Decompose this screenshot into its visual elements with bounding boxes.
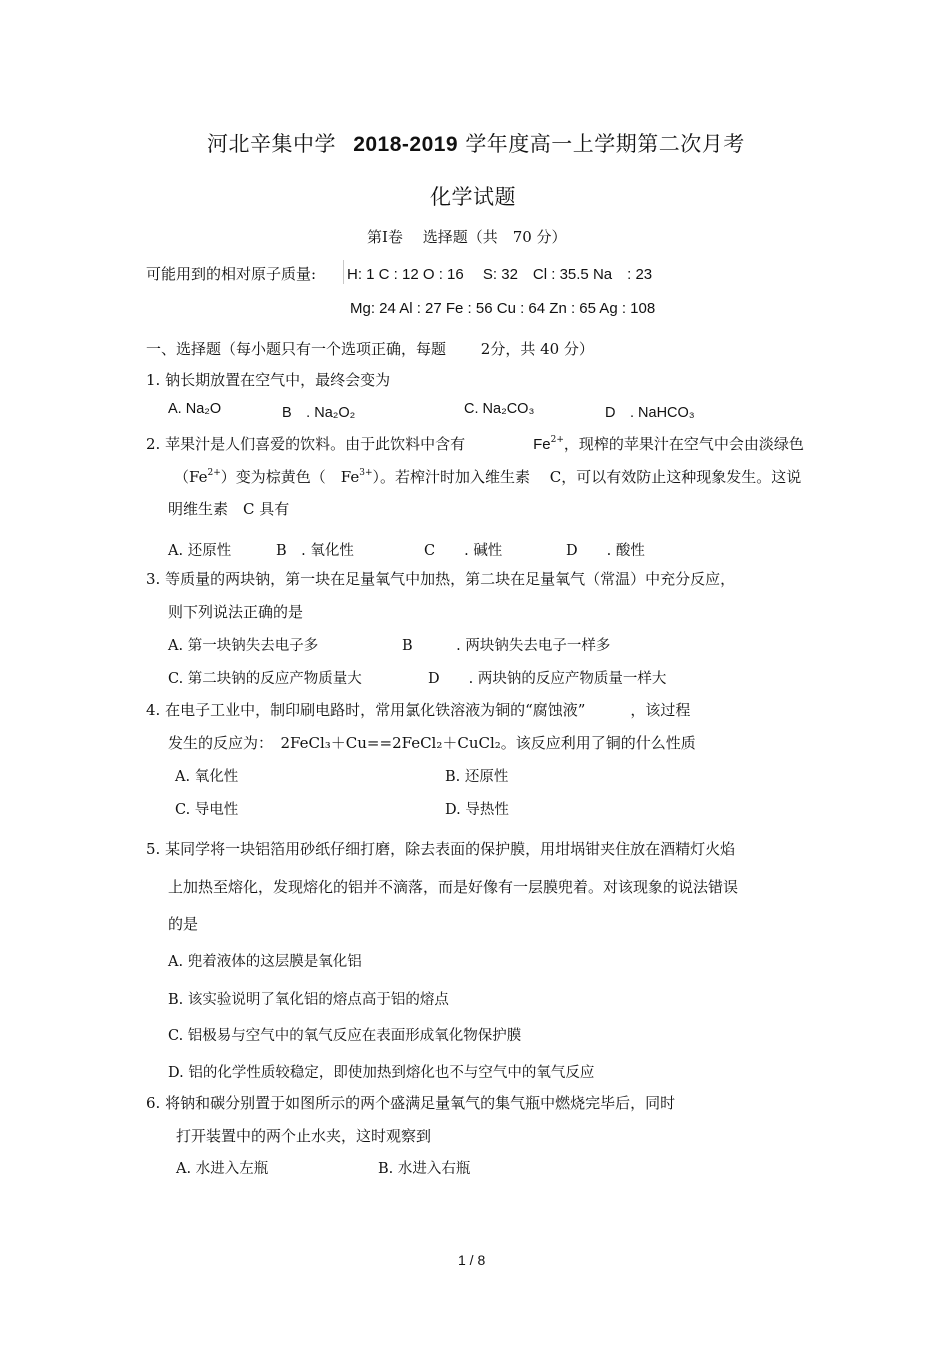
q5-line2: 上加热至熔化，发现熔化的铝并不滴落，而是好像有一层膜兜着。对该现象的说法错误 (168, 878, 739, 896)
q1-option-b: B . Na₂O₂ (282, 405, 356, 421)
q4-option-a: A. 氧化性 (175, 769, 239, 785)
q2-fe2-charge-2: 2+ (207, 468, 221, 478)
q2-option-b: B . 氧化性 (276, 543, 354, 559)
q2-line2-part3: ）。若榨汁时加入维生素 C，可以有效防止这种现象发生。这说 (372, 468, 802, 486)
atomic-mass-label: 可能用到的相对原子质量: (146, 265, 317, 283)
divider (343, 260, 344, 284)
q2-fe2-charge: 2+ (550, 435, 564, 445)
q1-stem: 1. 钠长期放置在空气中，最终会变为 (146, 371, 391, 389)
q2-option-d: D . 酸性 (566, 543, 645, 559)
q2-line1 (146, 433, 804, 454)
q5-line1: 5. 某同学将一块铝箔用砂纸仔细打磨，除去表面的保护膜，用坩埚钳夹住放在酒精灯火焰 (146, 840, 736, 858)
q1-option-a: A. Na₂O (168, 401, 222, 417)
q5-option-c: C. 铝极易与空气中的氧气反应在表面形成氧化物保护膜 (168, 1028, 522, 1044)
q3-line1: 3. 等质量的两块钠，第一块在足量氧气中加热，第二块在足量氧气（常温）中充分反应， (146, 570, 736, 588)
q5-line3: 的是 (168, 915, 199, 933)
school-name: 河北辛集中学 (207, 132, 336, 156)
q2-line2-part2: ）变为棕黄色（ Fe (220, 468, 360, 486)
q4-line2: 发生的反应为： 2FeCl₃＋Cu==2FeCl₂＋CuCl₂。该反应利用了铜的什么性质 (168, 734, 696, 752)
atomic-mass-line2: Mg: 24 Al : 27 Fe : 56 Cu : 64 Zn : 65 Ag : 108 (350, 300, 656, 317)
subject-title: 化学试题 (430, 185, 516, 209)
section-header: 第Ⅰ卷 选择题（共 70 分） (367, 228, 567, 246)
q4-line1: 4. 在电子工业中，制印刷电路时，常用氯化铁溶液为铜的“腐蚀液” ，该过程 (146, 701, 691, 719)
q6-line1: 6. 将钠和碳分别置于如图所示的两个盛满足量氧气的集气瓶中燃烧完毕后，同时 (146, 1094, 676, 1112)
q5-option-a: A. 兜着液体的这层膜是氧化铝 (168, 954, 362, 970)
q2-line1-part1: 2. 苹果汁是人们喜爱的饮料。由于此饮料中含有 (146, 435, 466, 453)
school-year: 2018-2019 (353, 133, 459, 156)
q3-option-c: C. 第二块钠的反应产物质量大 (168, 671, 362, 687)
q2-option-a: A. 还原性 (168, 543, 232, 559)
q5-option-b: B. 该实验说明了氧化铝的熔点高于铝的熔点 (168, 992, 449, 1008)
q6-line2: 打开装置中的两个止水夹，这时观察到 (176, 1127, 432, 1145)
q3-line2: 则下列说法正确的是 (168, 603, 304, 621)
part-title: 一、选择题（每小题只有一个选项正确，每题 2分，共 40 分） (146, 340, 594, 358)
q2-option-c: C . 碱性 (424, 543, 503, 559)
q3-option-a: A. 第一块钠失去电子多 (168, 638, 319, 654)
q6-option-b: B. 水进入右瓶 (378, 1161, 471, 1177)
title-rest: 学年度高一上学期第二次月考 (465, 132, 745, 156)
q2-line2-part1: （Fe (174, 468, 208, 486)
q2-line3: 明维生素 C 具有 (168, 500, 290, 518)
q2-fe3-charge: 3+ (359, 468, 373, 478)
q4-option-d: D. 导热性 (445, 802, 509, 818)
page-number: 1 / 8 (458, 1252, 486, 1268)
q4-option-b: B. 还原性 (445, 769, 509, 785)
q2-line2 (174, 466, 801, 487)
exam-title (207, 128, 745, 158)
q5-option-d: D. 铝的化学性质较稳定，即使加热到熔化也不与空气中的氧气反应 (168, 1065, 595, 1081)
q2-line1-part2: ，现榨的苹果汁在空气中会由淡绿色 (563, 435, 804, 453)
q1-option-c: C. Na₂CO₃ (464, 401, 535, 417)
q1-option-d: D . NaHCO₃ (605, 405, 695, 421)
q3-option-b: B . 两块钠失去电子一样多 (402, 638, 611, 654)
q4-option-c: C. 导电性 (175, 802, 239, 818)
q3-option-d: D . 两块钠的反应产物质量一样大 (428, 671, 667, 687)
q2-fe: Fe (533, 436, 551, 453)
atomic-mass-line1: H: 1 C : 12 O : 16 S: 32 Cl : 35.5 Na : 23 (347, 266, 653, 283)
q6-option-a: A. 水进入左瓶 (176, 1161, 269, 1177)
